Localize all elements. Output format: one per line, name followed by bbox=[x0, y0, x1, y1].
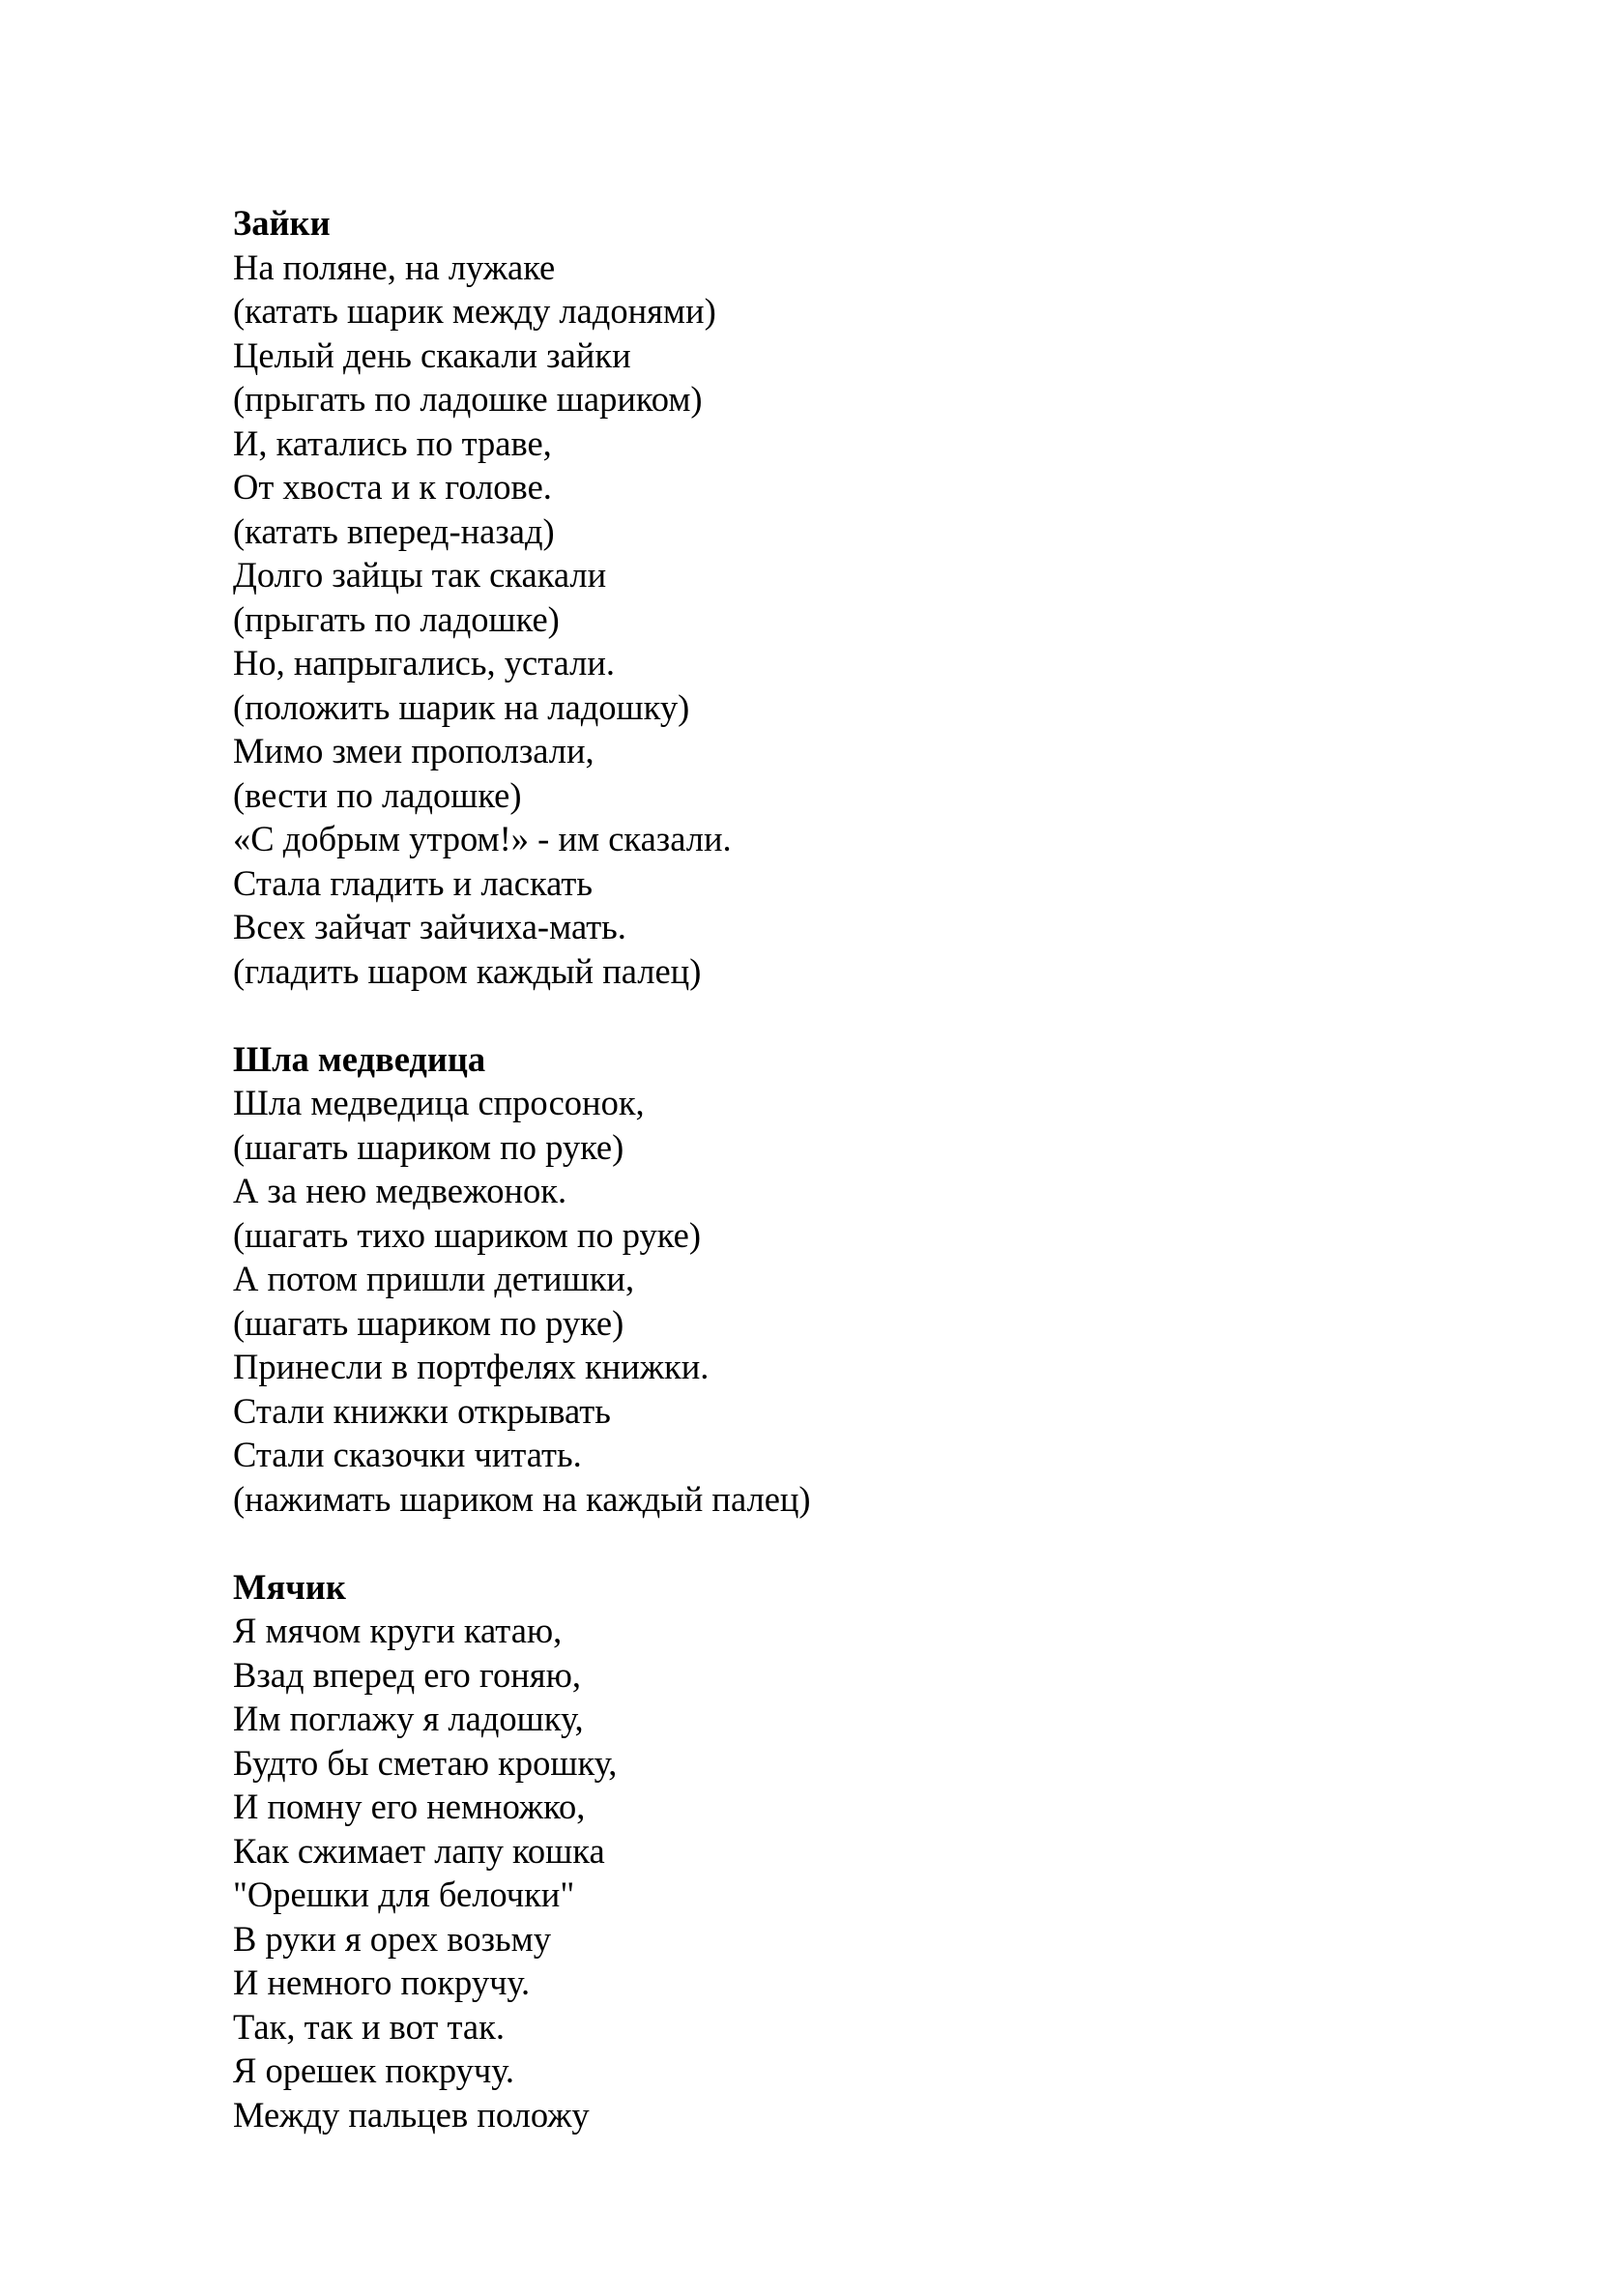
poem-line: На поляне, на лужаке bbox=[233, 247, 556, 287]
poem-line: Долго зайцы так скакали bbox=[233, 555, 607, 595]
poem-line: Как сжимает лапу кошка bbox=[233, 1830, 605, 1871]
poem-line: Стала гладить и ласкать bbox=[233, 862, 593, 903]
poem-line: И помну его немножко, bbox=[233, 1787, 586, 1826]
poem-line: (шагать шариком по руке) bbox=[233, 1302, 624, 1343]
poem-line: (прыгать по ладошке шариком) bbox=[233, 379, 703, 419]
poem-title: Шла медведица bbox=[233, 1038, 486, 1079]
poem-shla-medveditsa bbox=[233, 1037, 1490, 1522]
poem-line: Я мячом круги катаю, bbox=[233, 1611, 563, 1650]
poem-line: А за нею медвежонок. bbox=[233, 1171, 567, 1210]
poem-line: (катать вперед-назад) bbox=[233, 510, 555, 551]
poem-line: (положить шарик на ладошку) bbox=[233, 686, 690, 727]
poem-line: «С добрым утром!» - им сказали. bbox=[233, 819, 732, 858]
poem-line: (катать шарик между ладонями) bbox=[233, 291, 716, 331]
poem-line: Всех зайчат зайчиха-мать. bbox=[233, 907, 626, 946]
document-body bbox=[233, 201, 1490, 2136]
poem-line: (шагать тихо шариком по руке) bbox=[233, 1214, 701, 1255]
poem-line: Взад вперед его гоняю, bbox=[233, 1654, 581, 1695]
poem-line: Я орешек покручу. bbox=[233, 2050, 514, 2090]
poem-line: Принесли в портфелях книжки. bbox=[233, 1347, 710, 1386]
poem-line: Им поглажу я ладошку, bbox=[233, 1699, 584, 1738]
poem-line: Стали сказочки читать. bbox=[233, 1435, 582, 1474]
poem-line: И, катались по траве, bbox=[233, 422, 552, 463]
poem-line: (гладить шаром каждый палец) bbox=[233, 950, 702, 991]
poem-title: Зайки bbox=[233, 203, 331, 243]
poem-line: От хвоста и к голове. bbox=[233, 467, 552, 507]
poem-line: Стали книжки открывать bbox=[233, 1390, 611, 1431]
poem-zaiki bbox=[233, 201, 1490, 993]
poem-line: Шла медведица спросонок, bbox=[233, 1083, 645, 1122]
poem-line: Между пальцев положу bbox=[233, 2094, 590, 2135]
poem-line: А потом пришли детишки, bbox=[233, 1259, 635, 1298]
poem-line: Целый день скакали зайки bbox=[233, 334, 631, 375]
poem-line: (нажимать шариком на каждый палец) bbox=[233, 1478, 811, 1519]
poem-line: (шагать шариком по руке) bbox=[233, 1126, 624, 1167]
poem-myachik bbox=[233, 1565, 1490, 2137]
poem-line: Но, напрыгались, устали. bbox=[233, 643, 615, 683]
poem-line: (вести по ладошке) bbox=[233, 774, 522, 815]
poem-line: Будто бы сметаю крошку, bbox=[233, 1742, 618, 1783]
poem-line: И немного покручу. bbox=[233, 1962, 531, 2002]
poem-line: "Орешки для белочки" bbox=[233, 1875, 575, 1914]
poem-line: В руки я орех возьму bbox=[233, 1918, 552, 1959]
poem-line: Мимо змеи проползали, bbox=[233, 731, 594, 770]
poem-line: (прыгать по ладошке) bbox=[233, 598, 560, 639]
poem-title: Мячик bbox=[233, 1566, 346, 1607]
poem-line: Так, так и вот так. bbox=[233, 2006, 505, 2047]
